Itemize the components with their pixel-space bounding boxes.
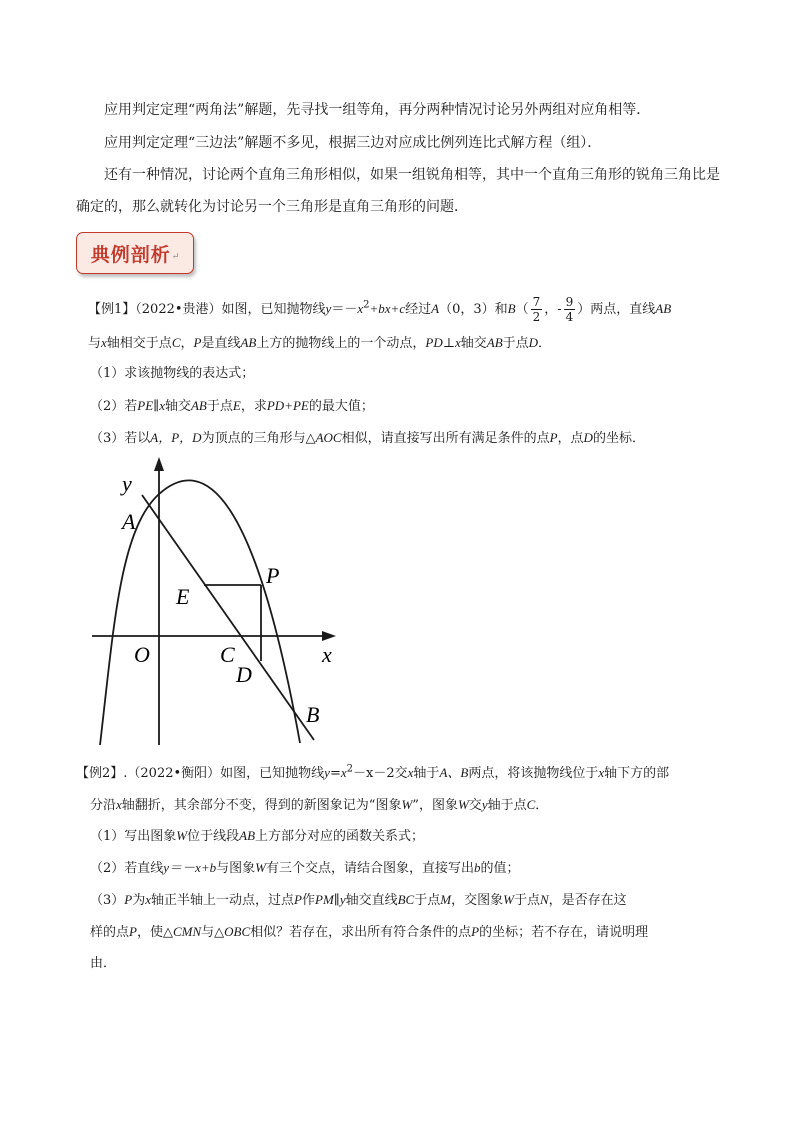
label-e: E: [176, 584, 190, 609]
example1-question-2: （2）若PE∥x轴交AB于点E，求PD+PE的最大值；: [90, 398, 374, 414]
example2-line-2: 分沿x轴翻折，其余部分不变，得到的新图象记为“图象W”，图象W交y轴于点C．: [90, 797, 549, 813]
fraction-7-2: $\frac{7}{2}$: [532, 295, 541, 324]
intro-line-2: 应用判定定理“三边法”解题不多见，根据三边对应成比例列连比式解方程（组）．: [104, 135, 602, 151]
label-x: x: [322, 642, 332, 667]
intro-line-1: 应用判定定理“两角法”解题，先寻找一组等角，再分两种情况讨论另外两组对应角相等．: [104, 102, 651, 118]
intro-line-4: 确定的，那么就转化为讨论另一个三角形是直角三角形的问题．: [76, 199, 468, 215]
label-p: P: [266, 563, 280, 588]
label-c: C: [220, 642, 235, 667]
fraction-9-4: $\frac{9}{4}$: [565, 295, 574, 324]
return-mark: ↵: [171, 252, 180, 262]
section-title: 典例剖析: [90, 243, 171, 266]
y-axis-arrow: [154, 457, 164, 471]
example1-line-1: 【例1】（2022•贵港）如图，已知抛物线$y=-x^2+bx+c$经过A（0，3）和B（ $\frac{7}{2}$ ，- $\frac{9}{4}$ ）两点，直线AB: [88, 295, 672, 324]
example2-line-1: 【例2】.（2022•衡阳）如图，已知抛物线$y=x^2-x-2$交x轴于A、B两点，将该抛物线位于x轴下方的部: [76, 763, 670, 781]
example2-tag: 【例2】: [76, 766, 124, 781]
example1-question-3: （3）若以A，P，D为顶点的三角形与△AOC相似，请直接写出所有满足条件的点P，点D的坐标．: [90, 430, 645, 446]
x-axis-arrow: [322, 631, 336, 641]
label-a: A: [122, 509, 136, 534]
example1-question-1: （1）求该抛物线的表达式；: [90, 366, 255, 381]
label-o: O: [134, 642, 150, 667]
label-y: y: [122, 471, 132, 496]
section-badge: [76, 232, 194, 274]
intro-line-3: 还有一种情况，讨论两个直角三角形相似，如果一组锐角相等，其中一个直角三角形的锐角三角比是: [104, 167, 720, 183]
example2-question-3: （3）P为x轴正半轴上一动点，过点P作PM∥y轴交直线BC于点M，交图象W于点N，是否存在这: [90, 892, 627, 908]
example2-question-2: （2）若直线y＝－x+b与图象W有三个交点，请结合图象，直接写出b的值；: [90, 860, 520, 876]
example2-question-1: （1）写出图象W位于线段AB上方部分对应的函数关系式；: [90, 828, 425, 844]
example1-tag: 【例1】: [88, 302, 136, 317]
label-d: D: [236, 662, 252, 687]
label-b: B: [306, 702, 320, 727]
parabola-figure: [80, 455, 350, 755]
line-ab: [142, 495, 314, 740]
example2-question-3-end: 由．: [90, 956, 117, 971]
example1-line-2: 与x轴相交于点C，P是直线AB上方的抛物线上的一个动点，PD⊥x轴交AB于点D．: [88, 335, 552, 351]
example2-question-3-cont: 样的点P，使△CMN与△OBC相似？若存在，求出所有符合条件的点P的坐标；若不存在，请说明理: [90, 924, 649, 940]
